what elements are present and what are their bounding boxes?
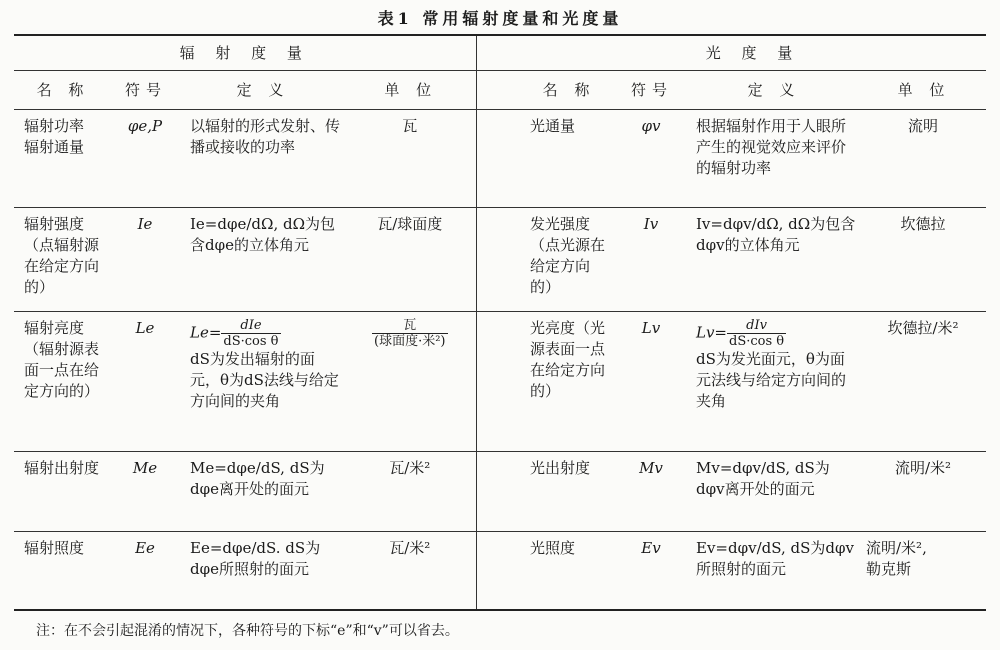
col-header-symbol: 符号: [112, 71, 180, 110]
radiometric-unit: 瓦/米²: [346, 532, 476, 610]
photometric-name: 光通量: [520, 110, 618, 208]
column-divider: [476, 452, 520, 532]
col-header-unit: 单 位: [862, 71, 986, 110]
col-header-name: 名 称: [520, 71, 618, 110]
col-header-definition: 定 义: [180, 71, 346, 110]
table-row: [14, 208, 986, 312]
col-header-definition: 定 义: [686, 71, 862, 110]
radiometric-name: 辐射功率 辐射通量: [14, 110, 112, 208]
radiometric-definition: Me=dφe/dS, dS为dφe离开处的面元: [180, 452, 346, 532]
radiometric-name: 辐射照度: [14, 532, 112, 610]
radiometric-symbol: Ee: [112, 532, 180, 610]
formula-numerator: dIv: [727, 318, 786, 334]
formula-denominator: dS·cos θ: [729, 334, 785, 349]
photometric-definition: Ev=dφv/dS, dS为dφv所照射的面元: [686, 532, 862, 610]
photometric-symbol: Mv: [618, 452, 686, 532]
formula-denominator: dS·cos θ: [223, 334, 279, 349]
column-divider: [476, 110, 520, 208]
photometric-formula: [696, 318, 856, 349]
radiometric-unit: 瓦/球面度: [346, 208, 476, 312]
photometric-group-header: 光 度 量: [520, 35, 986, 71]
photometric-symbol: Iv: [618, 208, 686, 312]
formula-lhs: Lv=: [696, 323, 728, 342]
table-row: [14, 110, 986, 208]
photometric-unit: 坎德拉/米²: [862, 312, 986, 452]
photometric-definition: [686, 312, 862, 452]
radiometric-definition: [180, 312, 346, 452]
column-divider: [476, 71, 520, 110]
formula-fraction: [727, 318, 786, 349]
quantities-table: [14, 34, 986, 611]
col-header-symbol: 符号: [618, 71, 686, 110]
radiometric-definition: Ee=dφe/dS. dS为dφe所照射的面元: [180, 532, 346, 610]
photometric-definition-text: dS为发光面元，θ为面元法线与给定方向间的夹角: [696, 350, 847, 410]
col-header-unit: 单 位: [346, 71, 476, 110]
photometric-symbol: φv: [618, 110, 686, 208]
radiometric-definition: Ie=dφe/dΩ, dΩ为包含dφe的立体角元: [180, 208, 346, 312]
formula-fraction: [221, 318, 280, 349]
radiometric-unit: [346, 312, 476, 452]
column-divider: [476, 532, 520, 610]
radiometric-name: 辐射亮度（辐射源表面一点在给定方向的）: [14, 312, 112, 452]
radiometric-formula: [190, 318, 340, 349]
footnote: 注：在不会引起混淆的情况下，各种符号的下标“e”和“v”可以省去。: [36, 623, 459, 639]
formula-lhs: Le=: [190, 323, 222, 342]
table-row: [14, 452, 986, 532]
radiometric-symbol: Ie: [112, 208, 180, 312]
photometric-definition: 根据辐射作用于人眼所产生的视觉效应来评价的辐射功率: [686, 110, 862, 208]
radiometric-definition-text: dS为发出辐射的面元，θ为dS法线与给定方向间的夹角: [190, 350, 339, 410]
radiometric-symbol: Me: [112, 452, 180, 532]
radiometric-unit: 瓦: [346, 110, 476, 208]
photometric-unit: 流明/米²: [862, 452, 986, 532]
table-title: 表1 常用辐射度量和光度量: [377, 9, 623, 28]
unit-fraction: [372, 318, 448, 349]
photometric-definition: Iv=dφv/dΩ, dΩ为包含dφv的立体角元: [686, 208, 862, 312]
photometric-unit: 流明: [862, 110, 986, 208]
unit-numerator: 瓦: [372, 318, 448, 334]
unit-denominator: (球面度·米²): [374, 334, 446, 349]
table-row: [14, 312, 986, 452]
photometric-name: 光亮度（光源表面一点在给定方向的）: [520, 312, 618, 452]
column-divider: [476, 312, 520, 452]
radiometric-unit: 瓦/米²: [346, 452, 476, 532]
column-divider: [476, 208, 520, 312]
radiometric-definition: 以辐射的形式发射、传播或接收的功率: [180, 110, 346, 208]
radiometric-name: 辐射出射度: [14, 452, 112, 532]
formula-numerator: dIe: [221, 318, 280, 334]
photometric-unit: 流明/米², 勒克斯: [862, 532, 986, 610]
table-row: [14, 532, 986, 610]
col-header-name: 名 称: [14, 71, 112, 110]
photometric-name: 发光强度（点光源在给定方向的）: [520, 208, 618, 312]
photometric-unit: 坎德拉: [862, 208, 986, 312]
photometric-symbol: Ev: [618, 532, 686, 610]
column-divider: [476, 35, 520, 71]
photometric-name: 光出射度: [520, 452, 618, 532]
photometric-symbol: Lv: [618, 312, 686, 452]
photometric-definition: Mv=dφv/dS, dS为dφv离开处的面元: [686, 452, 862, 532]
radiometric-symbol: φe,P: [112, 110, 180, 208]
radiometric-name: 辐射强度（点辐射源在给定方向的）: [14, 208, 112, 312]
radiometric-symbol: Le: [112, 312, 180, 452]
photometric-name: 光照度: [520, 532, 618, 610]
radiometric-group-header: 辐 射 度 量: [14, 35, 476, 71]
